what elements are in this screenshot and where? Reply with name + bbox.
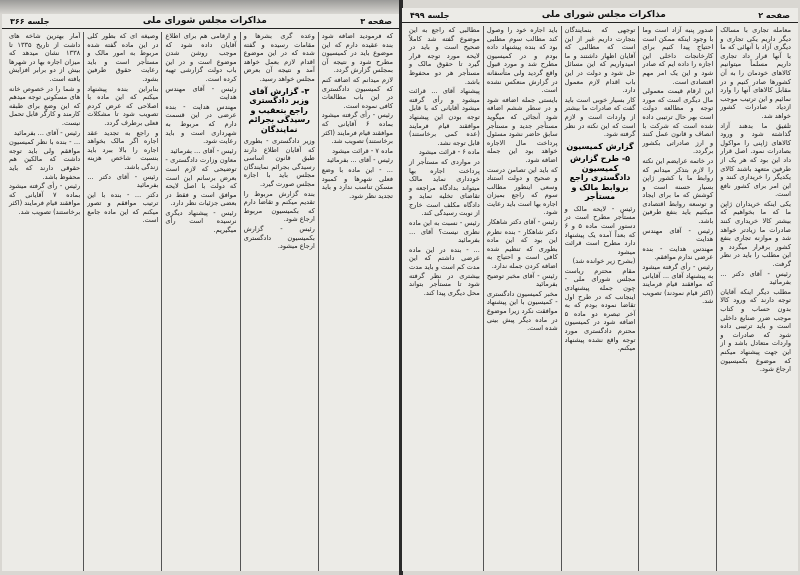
paragraph: لازم میدانم که اضافه کنم که کمیسیون دادگستری در این باب مطالعات کافی نموده است. (321, 75, 393, 110)
paragraph: ماده ۷ - قرائت میشود (332, 146, 393, 155)
paragraph: (بشرح زیر خوانده شد) (572, 257, 636, 266)
paragraph: رئیس - رأی گرفته میشود به پیشنهاد آقای ... آقایانی که موافقند قیام فرمایند (اکثر قیام نمودند) تصویب شد. (642, 263, 714, 306)
text-columns (402, 23, 798, 571)
paragraph: رئیس - آقای ... بفرمائید (170, 146, 237, 155)
paragraph: مقام محترم ریاست مجلس شورای ملی - چون جمله پیشنهادی اینجانب که در طرح اول تقاضا نموده بودم که به آخر تبصره دو ماده ۵ اضافه شود در کمیسیون محترم دادگستری مورد توجه واقع نشده پیشنهاد میکنم. (564, 266, 636, 353)
section-heading: ۳- گزارش آقای وزیر دادگستری راجع بتعقیب و رسیدگی بجرائم نمایندگان (248, 86, 311, 134)
paragraph: باید اجاره خود را وصول کند مطالب سوم مطلبی بود که بنده پیشنهاد داده بودم و در کمیسیون مطرح شد و مورد قبول واقع گردید ولی متأسفانه در گزارش منعکس نشده است. (486, 26, 558, 95)
paragraph: رئیس - آقای ... بفرمائید (326, 156, 393, 165)
paragraph: مطالبی که راجع به این موضوع گفته شد کاملاً صحیح است و باید در لایحه مورد توجه قرار گیرد تا حقوق مالک و مستأجر هر دو محفوظ باشد. (409, 26, 480, 86)
paragraph: دکتر ... - بنده با این ترتیب موافقم و تصور میکنم که این ماده جامع است. (87, 190, 159, 225)
paragraph: یکی اینکه خریداران ژاپن ما که ما بخواهیم که بیشتر کالا خریداری کنند صادرات ما زیادتر خواهد شد و موازنه تجاری بنفع کشور برقرار میگردد و این مطلب را باید در نظر گرفت. (720, 199, 791, 269)
paragraph: ... - این ماده با وضع فعلی شهرها و کمبود مسکن تناسب ندارد و باید تجدید نظر شود. (321, 165, 393, 200)
page-title: مذاکرات مجلس شورای ملی (142, 16, 267, 26)
paragraph: رئیس - آقای دکتر شاهکار (487, 218, 558, 227)
paragraph: و ارقامی هم برای اطلاع آقایان داده شود که موجب روشن شدن موضوع است و در این باب دولت گزارشی تهیه کرده است. (165, 32, 237, 83)
paragraph: وعده گری بشرها و مقامات رسیده و گفته شده که در این موضوع اقدام لازم بعمل خواهد آمد و نتیجه آن بعرض مجلس خواهد رسید. (243, 32, 315, 83)
paragraph: رئیس - رأی گرفته میشود بماده ۷ آقایانی که موافقند قیام فرمایند (اکثر برخاستند) تصویب شد. (8, 182, 81, 216)
paragraph: بنده گزارش مربوط را تقدیم میکنم و تقاضا دارم که بکمیسیون مربوط ارجاع شود. (243, 189, 315, 224)
paragraph: رئیس - رأی گرفته میشود بماده ۶ آقایانی که موافقند قیام فرمایند (اکثر برخاستند) تصویب شد. (321, 111, 393, 146)
paragraph: وزیر دادگستری - بطوری که آقایان اطلاع دارند طبق قانون اساسی رسیدگی بجرائم نمایندگان مجلس باید با اجازه مجلس صورت گیرد. (243, 137, 315, 189)
paragraph: وصیغه ای که بطور کلی در این ماده گفته شده مربوط به امور مالک و مستأجر است و باید رعایت حقوق طرفین بشود. (87, 32, 159, 83)
paragraph: که باید این تصامن درست و صحیح و دولت استناد وسعی اینطور مطالب سوم که راجع بمیزان اجاره بها است باید رعایت شود. (486, 165, 558, 217)
section-heading: گزارش کمیسیون (566, 141, 634, 151)
paragraph: کار بسیار خوبی است باید گفت که صادرات ما بیشتر از واردات است و لازم است که این نکته در نظر گرفته شود. (564, 95, 636, 139)
paragraph: رئیس - آقای دکتر ... بفرمائید (720, 269, 791, 287)
text-columns (2, 29, 400, 571)
text-column (638, 26, 716, 571)
text-column (83, 32, 161, 571)
page-number: صفحه ۳ (360, 16, 392, 26)
paragraph: صدور پنبه آزاد است وما با وجود اینکه ممکن است احتیاج پیدا کنیم برای کارخانجات داخلی این اجازه را داده ایم که صادر شود و این یک امر مهم اقتصادی است. (642, 26, 714, 86)
session-number: جلسه ۳۶۶ (10, 16, 50, 26)
text-column (6, 32, 83, 571)
text-column (561, 26, 639, 571)
paragraph: مهندس هدایت - بنده عرضی در این قسمت دارم که مربوط به شهرداری است و باید رعایت شود. (165, 102, 237, 146)
session-number: جلسه ۴۹۹ (410, 10, 450, 20)
paragraph: توجهی که بنمایندگان بتجارت داریم غیر از این است که مطالبی که آقایان اظهار داشتند و ما امیدواریم که این مسائل حل شود و دولت در این باب اقدام لازم معمول دارد. (564, 26, 636, 95)
paragraph: رئیس - گزارش بکمیسیون دادگستری ارجاع میشود. (243, 225, 315, 251)
paragraph: آمار بهترین شاخه های داشت از تاریخ ۱۳۳۵ تا ۱۳۳۸ نشان میدهد که میزان اجاره بها در شهرها بیش از دو برابر افزایش یافته است. (8, 32, 81, 83)
paragraph: رئیس - آقای دکتر ... بفرمائید (87, 172, 159, 190)
paragraph: رئیس - نسبت به این ماده نظری نیست؟ آقای ... بفرمائید (409, 219, 480, 245)
paragraph: تلفیق ما بدهند آزاد گذاشته شود و ورود کالاهای ژاپنی را مواکول بصادرات نمود. اصل قرار داد این بود که هر یک از طرفین متعهد باشند کالای یکدیگر را خریداری کنند و این امر برای کشور نافع است. (720, 121, 791, 199)
paragraph: بنابراین بنده پیشنهاد میکنم که این ماده با اصلاحی که عرض کردم تصویب شود تا مشکلات فعلی برطرف گردد. (87, 84, 159, 127)
page-header (2, 14, 400, 29)
page-title: مذاکرات مجلس شورای ملی (541, 10, 666, 20)
text-column (240, 32, 318, 571)
text-column (318, 32, 396, 571)
section-heading: ۵- طرح گزارش کمیسیون دادگستری راجع بروابط مالک و مستأجر (569, 154, 631, 202)
text-column (716, 26, 794, 571)
paragraph: رئیس - پیشنهاد دیگری نرسیده است رأی میگیریم. (165, 208, 237, 235)
left-page (2, 14, 400, 571)
paragraph: مطلب دیگر اینکه آقایان توجه دارند که ورود کالا بدون حساب و کتاب موجب ضرر صنایع داخلی است و باید ترتیبی داده شود که صادرات و واردات متعادل باشد و از این جهت پیشنهاد میکنم که موضوع بکمیسیون ارجاع شود. (720, 287, 791, 374)
paragraph: در خاتمه عرایضم این نکته را لازم بتذکر میدانم که روابط ما با کشور ژاپن بسیار حسنه است و کوشش که ما برای ایجاد و توسعه روابط اقتصادی میکنیم باید بنفع طرفین باشد. (642, 156, 714, 226)
paragraph: ماده ۶ - قرائت میشود (418, 148, 480, 157)
paragraph: رئیس - لایحه مالک و مستأجر مطرح است در دستور است ماده ۵ و ۶ که بعداً آمده یک پیشنهاد دارد مطرح است قرائت میشود (564, 204, 636, 256)
paragraph: پیشنهاد آقای ... قرائت میشود و رأی گرفته میشود آقایانی که با قابل توجه بودن این پیشنهاد موافقند قیام فرمایند (عده کمی برخاستند) قابل توجه نشد. (409, 87, 480, 147)
paragraph: رئیس - آقای مهندس هدایت (642, 226, 714, 244)
paragraph: که فرمودید اضافه شود بنده عقیده دارم که این موضوع باید در کمیسیون مطرح شود و نتیجه آن بمجلس گزارش گردد. (321, 32, 393, 75)
paragraph: معامله تجاری با مسالک دیگر داریم یکی تجاری و دیگری آزاد با آنهائی که ما با آنها قرار داد تجاری داریم مسلماً میتوانیم کالاهای خودمان را به آن کشورها صادر کنیم و در مقابل کالاهای آنها را وارد نمائیم و این ترتیب موجب ازدیاد صادرات کشور خواهد شد. (720, 26, 791, 120)
paragraph: معاون وزارت دادگستری - توضیحی که لازم است بعرض برسانم این است که دولت با اصل لایحه موافق است و فقط در بعضی جزئیات نظر دارد. (165, 156, 237, 208)
paragraph: ... - بنده در این ماده عرضی داشتم که این مدت کم است و باید مدت بیشتری در نظر گرفته شود تا مستأجر بتواند محل دیگری پیدا کند. (409, 245, 480, 297)
text-column (406, 26, 483, 571)
paragraph: مخبر کمیسیون دادگستری - کمیسیون با این پیشنهاد موافقت نکرد زیرا موضوع در ماده دیگر پیش بینی شده است. (486, 289, 558, 333)
page-number: صفحه ۲ (758, 10, 790, 20)
page-header (402, 8, 798, 23)
text-column (161, 32, 239, 571)
scan-shadow (0, 0, 400, 14)
paragraph: مهندس هدایت - بنده عرضی ندارم موافقم. (642, 244, 714, 262)
right-page (402, 8, 798, 571)
paragraph: این ارقام قیمت معمولی مال دیگری است که مورد توجه و مطالعه دولت است بهر حال ترتیبی داده شده است که شرکت با انصاف و قانون عمل کنند و ارز صادراتی بکشور برگردد. (642, 87, 714, 156)
paragraph: بایستی جمله اضافه شود و در سطر ششم اضافه شود آنجائی که میگوید مستأجر جدید و مستأجر سابق حاضر نشود مسئول پرداخت مال الاجاره خواهد بود این جمله اضافه شود. (486, 95, 558, 164)
text-column (483, 26, 561, 571)
paragraph: در مواردی که مستأجر از پرداخت اجاره بها خودداری نماید مالک میتواند بدادگاه مراجعه و تقاضای تخلیه نماید و دادگاه مکلف است خارج از نوبت رسیدگی کند. (409, 157, 480, 218)
paragraph: رئیس - آقای مهندس هدایت (165, 84, 237, 102)
paragraph: ... - بنده با نظر کمیسیون موافقم ولی باید توجه داشت که مالکین هم حقوقی دارند که باید محفوظ باشد. (8, 138, 81, 181)
paragraph: و شما را در خصوص خانه های مسکونی توجه میدهم که این وضع برای طبقه کارمند و کارگر قابل تحمل نیست. (8, 84, 81, 127)
paragraph: دکتر شاهکار - بنده نظرم این بود که این ماده بطوری که تنظیم شده کافی است و احتیاج به اضافه کردن جمله ندارد. (486, 227, 558, 271)
paragraph: رئیس - آقای ... بفرمائید (13, 128, 81, 137)
paragraph: رئیس - آقای مخبر توضیح بفرمائید (486, 271, 558, 289)
paragraph: و راجع به تجدید عقد اجاره اگر مالک بخواهد اجاره را بالا ببرد باید بنسبت شاخص هزینه زندگی باشد. (87, 128, 159, 171)
